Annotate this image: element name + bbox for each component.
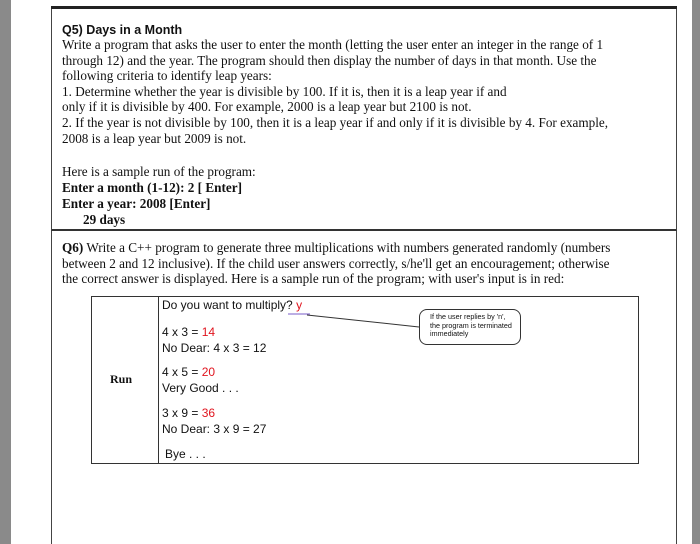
- note-line: If the user replies by 'n',: [430, 312, 506, 321]
- question-text: 4 x 5 =: [162, 365, 202, 379]
- document-page: [11, 0, 692, 544]
- q5-line: only if it is divisible by 400. For example, 2000 is a leap year but 2100 is not.: [62, 99, 472, 115]
- run-response-3: No Dear: 3 x 9 = 27: [162, 422, 267, 436]
- question-text: 4 x 3 =: [162, 325, 202, 339]
- run-question-1: [162, 325, 215, 339]
- termination-note: [419, 309, 521, 345]
- question-text: 3 x 9 =: [162, 406, 202, 420]
- user-answer: 36: [201, 406, 216, 420]
- run-response-2: Very Good . . .: [162, 381, 239, 395]
- q5-line: following criteria to identify leap years:: [62, 68, 272, 84]
- q5-description: [62, 37, 652, 146]
- sample-run-intro: Here is a sample run of the program:: [62, 164, 256, 179]
- q6-line: between 2 and 12 inclusive). If the child user answers correctly, s/he'll get an encouragement; otherwise: [62, 255, 610, 271]
- note-line: immediately: [430, 329, 469, 339]
- q6-description: [62, 240, 658, 287]
- q5-title: Q5) Days in a Month: [62, 23, 183, 37]
- callout-line: [307, 315, 419, 327]
- run-response-1: No Dear: 4 x 3 = 12: [162, 341, 267, 355]
- closing-message: Bye . . .: [165, 447, 206, 461]
- q6-line-text: Write a C++ program to generate three multiplications with numbers generated randomly (numbers: [86, 240, 611, 255]
- run-question-2: [162, 365, 215, 379]
- q5-line: 2. If the year is not divisible by 100, then it is a leap year if and only if it is divisible by 4. For example,: [62, 114, 609, 130]
- sample-result-line: 29 days: [83, 212, 126, 227]
- prompt-answer: y: [296, 298, 303, 312]
- user-answer: 14: [201, 325, 216, 339]
- question-5: [51, 9, 677, 231]
- q5-line: 1. Determine whether the year is divisible by 100. If it is, then it is a leap year if and: [62, 83, 507, 99]
- q5-line: Write a program that asks the user to enter the month (letting the user enter an integer in the range of 1: [62, 37, 604, 52]
- q6-label: Q6): [62, 240, 84, 255]
- q5-line: 2008 is a leap year but 2009 is not.: [62, 130, 247, 146]
- run-label: Run: [110, 372, 133, 386]
- q6-line: the correct answer is displayed. Here is a sample run of the program; with user's input is in red:: [62, 271, 565, 287]
- run-question-3: [162, 406, 215, 420]
- prompt-text: Do you want to multiply?: [162, 298, 293, 312]
- q5-line: through 12) and the year. The program should then display the number of days in that month. Use the: [62, 52, 597, 68]
- sample-run-table: [91, 296, 639, 464]
- question-6: [51, 231, 677, 544]
- q6-line: [62, 240, 658, 256]
- user-answer: 20: [201, 365, 216, 379]
- note-line: the program is terminated: [430, 320, 512, 330]
- sample-year-line: Enter a year: 2008 [Enter]: [62, 196, 211, 211]
- sample-month-line: Enter a month (1-12): 2 [ Enter]: [62, 180, 242, 195]
